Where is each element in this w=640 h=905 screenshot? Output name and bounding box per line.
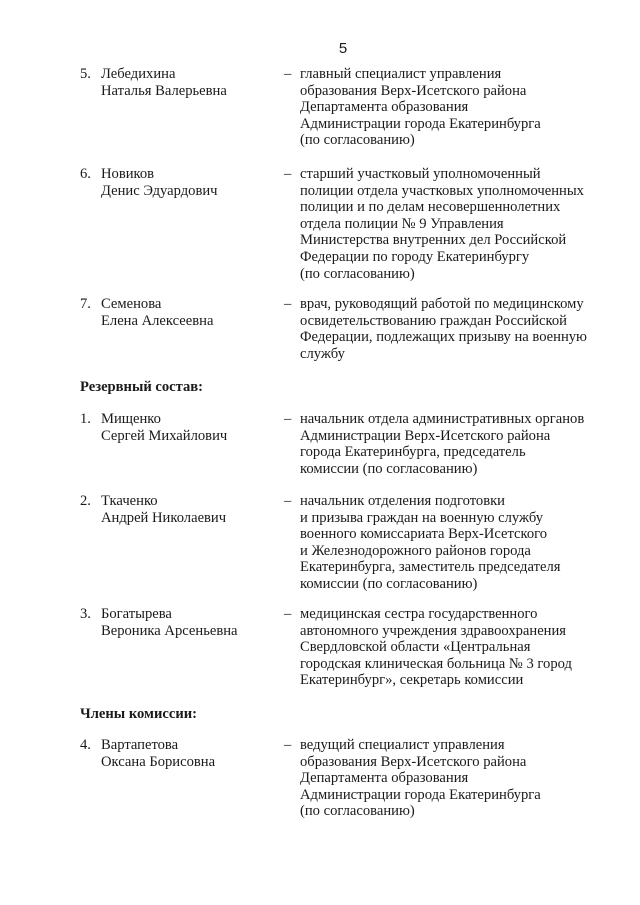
- member-position: [300, 66, 620, 149]
- position-line: службу: [300, 345, 345, 362]
- dash: –: [284, 411, 292, 427]
- entry-number: 3.: [80, 606, 91, 622]
- member-name: [101, 411, 276, 444]
- surname: Лебедихина: [101, 66, 176, 82]
- position-line: Свердловской области «Центральная: [300, 639, 531, 656]
- member-position: [300, 493, 620, 593]
- position-line: освидетельствованию граждан Российской: [300, 312, 567, 329]
- position-line: полиции отдела участковых уполномоченных: [300, 182, 584, 199]
- member-position: [300, 737, 620, 820]
- position-line: медицинская сестра государственного: [300, 606, 538, 622]
- position-line: городская клиническая больница № 3 город: [300, 655, 572, 672]
- position-line: автономного учреждения здравоохранения: [300, 622, 567, 639]
- position-line: (по согласованию): [300, 803, 415, 820]
- member-name: [101, 606, 276, 639]
- member-position: [300, 296, 620, 362]
- position-line: образования Верх-Исетского района: [300, 753, 527, 770]
- position-line: главный специалист управления: [300, 66, 502, 82]
- dash: –: [284, 66, 292, 82]
- position-line: Федерации, подлежащих призыву на военную: [300, 329, 587, 346]
- given-names: Елена Алексеевна: [101, 312, 214, 329]
- section-heading-reserve: Резервный состав:: [80, 379, 204, 395]
- position-line: города Екатеринбурга, председатель: [300, 444, 526, 461]
- dash: –: [284, 737, 292, 753]
- section-heading-members: Члены комиссии:: [80, 706, 198, 722]
- position-line: Департамента образования: [300, 770, 469, 787]
- member-position: [300, 166, 620, 282]
- position-line: ведущий специалист управления: [300, 737, 505, 753]
- position-line: и призыва граждан на военную службу: [300, 509, 544, 526]
- surname: Ткаченко: [101, 493, 158, 509]
- position-line: врач, руководящий работой по медицинскому: [300, 296, 584, 312]
- entry-number: 4.: [80, 737, 91, 753]
- position-line: (по согласованию): [300, 132, 415, 149]
- member-name: [101, 166, 276, 199]
- position-line: старший участковый уполномоченный: [300, 166, 541, 182]
- entry-number: 2.: [80, 493, 91, 509]
- given-names: Андрей Николаевич: [101, 509, 227, 526]
- dash: –: [284, 606, 292, 622]
- position-line: Департамента образования: [300, 99, 469, 116]
- position-line: начальник отдела административных органов: [300, 411, 585, 427]
- entry-number: 5.: [80, 66, 91, 82]
- page-number: 5: [338, 40, 348, 57]
- position-line: и Железнодорожного районов города: [300, 542, 531, 559]
- entry-number: 1.: [80, 411, 91, 427]
- member-name: [101, 737, 276, 770]
- position-line: военного комиссариата Верх-Исетского: [300, 526, 548, 543]
- surname: Мищенко: [101, 411, 161, 427]
- given-names: Денис Эдуардович: [101, 182, 218, 199]
- surname: Семенова: [101, 296, 162, 312]
- position-line: Екатеринбурга, заместитель председателя: [300, 559, 561, 576]
- dash: –: [284, 296, 292, 312]
- position-line: полиции и по делам несовершеннолетних: [300, 199, 561, 216]
- member-position: [300, 411, 620, 477]
- entry-number: 6.: [80, 166, 91, 182]
- position-line: Екатеринбург», секретарь комиссии: [300, 672, 524, 689]
- member-name: [101, 66, 276, 99]
- given-names: Оксана Борисовна: [101, 753, 216, 770]
- surname: Вартапетова: [101, 737, 179, 753]
- position-line: отдела полиции № 9 Управления: [300, 215, 504, 232]
- entry-number: 7.: [80, 296, 91, 312]
- position-line: Администрации Верх-Исетского района: [300, 427, 551, 444]
- dash: –: [284, 166, 292, 182]
- position-line: Федерации по городу Екатеринбургу: [300, 248, 530, 265]
- member-name: [101, 296, 276, 329]
- position-line: (по согласованию): [300, 265, 415, 282]
- position-line: комиссии (по согласованию): [300, 575, 478, 592]
- position-line: Министерства внутренних дел Российской: [300, 232, 567, 249]
- member-name: [101, 493, 276, 526]
- given-names: Наталья Валерьевна: [101, 82, 227, 99]
- position-line: Администрации города Екатеринбурга: [300, 115, 541, 132]
- position-line: начальник отделения подготовки: [300, 493, 505, 509]
- given-names: Сергей Михайлович: [101, 427, 228, 444]
- surname: Новиков: [101, 166, 155, 182]
- position-line: Администрации города Екатеринбурга: [300, 786, 541, 803]
- surname: Богатырева: [101, 606, 172, 622]
- member-position: [300, 606, 620, 689]
- dash: –: [284, 493, 292, 509]
- position-line: образования Верх-Исетского района: [300, 82, 527, 99]
- position-line: комиссии (по согласованию): [300, 460, 478, 477]
- given-names: Вероника Арсеньевна: [101, 622, 238, 639]
